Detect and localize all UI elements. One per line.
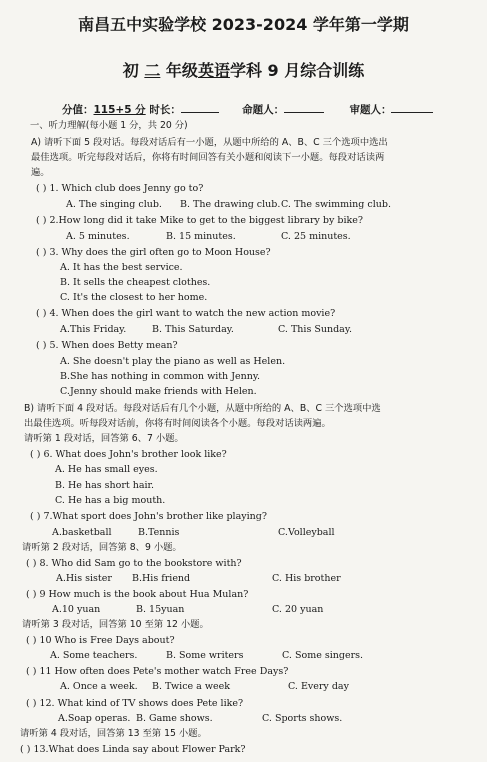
q7-option-c: C.Volleyball [278, 527, 335, 538]
q5-option-c: C.Jenny should make friends with Helen. [60, 386, 257, 397]
dialogue-2-instruction: 请听第 2 段对话，回答第 8、9 小题。 [22, 542, 182, 553]
subtitle-grade: 二 [144, 61, 161, 80]
q12-option-a: A.Soap operas. [58, 713, 131, 724]
exam-meta [62, 102, 433, 117]
q10-option-c: C. Some singers. [282, 650, 364, 661]
q8-option-c: C. His brother [272, 573, 341, 584]
time-blank [181, 102, 219, 113]
reviewer-blank [391, 102, 433, 113]
question-1: ( ) 1. Which club does Jenny go to? [36, 183, 204, 194]
subtitle-subject: 英语 [197, 61, 230, 80]
question-12: ( ) 12. What kind of TV shows does Pete like? [26, 698, 244, 709]
dialogue-4-instruction: 请听第 4 段对话，回答第 13 至第 15 小题。 [20, 728, 207, 739]
question-2: ( ) 2.How long did it take Mike to get to the biggest library by bike? [36, 215, 363, 226]
q9-option-a: A.10 yuan [52, 604, 101, 615]
q6-option-b: B. He has short hair. [55, 480, 155, 491]
q10-option-b: B. Some writers [166, 650, 244, 661]
q6-option-a: A. He has small eyes. [55, 464, 158, 475]
question-6: ( ) 6. What does John's brother look like? [30, 449, 227, 460]
q4-option-b: B. This Saturday. [152, 324, 234, 335]
time-label: 时长： [145, 104, 181, 116]
page-subtitle [0, 58, 487, 81]
q8-option-a: A.His sister [56, 573, 112, 584]
q9-option-b: B. 15yuan [136, 604, 185, 615]
score-value: 115+5 分 [93, 104, 146, 116]
q1-option-b: B. The drawing club. [180, 199, 281, 210]
q11-option-c: C. Every day [288, 681, 349, 692]
q4-option-c: C. This Sunday. [278, 324, 352, 335]
question-8: ( ) 8. Who did Sam go to the bookstore with? [26, 558, 242, 569]
part-a-instructions-1: A) 请听下面 5 段对话。每段对话后有一小题，从题中所给的 A、B、C 三个选项中选出 [31, 137, 388, 148]
q7-option-b: B.Tennis [138, 527, 180, 538]
q10-option-a: A. Some teachers. [50, 650, 138, 661]
question-13: ( ) 13.What does Linda say about Flower Park? [20, 744, 246, 755]
q9-option-c: C. 20 yuan [272, 604, 324, 615]
q5-option-a: A. She doesn't play the piano as well as Helen. [60, 356, 286, 367]
reviewer-label: 审题人： [349, 104, 392, 116]
question-9: ( ) 9 How much is the book about Hua Mulan? [26, 589, 249, 600]
dialogue-3-instruction: 请听第 3 段对话，回答第 10 至第 12 小题。 [22, 619, 209, 630]
q7-option-a: A.basketball [52, 527, 112, 538]
question-4: ( ) 4. When does the girl want to watch the new action movie? [36, 308, 336, 319]
q11-option-b: B. Twice a week [152, 681, 230, 692]
q5-option-b: B.She has nothing in common with Jenny. [60, 371, 260, 382]
question-10: ( ) 10 Who is Free Days about? [26, 635, 175, 646]
author-label: 命题人： [242, 104, 285, 116]
part-a-instructions-3: 遍。 [31, 167, 50, 178]
question-7: ( ) 7.What sport does John's brother like playing? [30, 511, 267, 522]
dialogue-1-instruction: 请听第 1 段对话，回答第 6、7 小题。 [24, 433, 184, 444]
subtitle-suffix: 学科 9 月综合训练 [229, 61, 365, 80]
question-3: ( ) 3. Why does the girl often go to Moon House? [36, 247, 271, 258]
part-b-instructions-1: B) 请听下面 4 段对话。每段对话后有几个小题，从题中所给的 A、B、C 三个选项中选 [24, 403, 381, 414]
q4-option-a: A.This Friday. [60, 324, 127, 335]
q1-option-c: C. The swimming club. [281, 199, 391, 210]
q1-option-a: A. The singing club. [66, 199, 162, 210]
subtitle-mid: 年级 [160, 61, 198, 80]
q6-option-c: C. He has a big mouth. [55, 495, 166, 506]
q2-option-a: A. 5 minutes. [66, 231, 130, 242]
q11-option-a: A. Once a week. [60, 681, 138, 692]
q8-option-b: B.His friend [132, 573, 191, 584]
question-11: ( ) 11 How often does Pete's mother watch Free Days? [26, 666, 289, 677]
subtitle-prefix: 初 [122, 61, 145, 80]
q2-option-b: B. 15 minutes. [166, 231, 236, 242]
part-a-instructions-2: 最佳选项。听完每段对话后，你将有时间回答有关小题和阅读下一小题。每段对话读两 [31, 152, 385, 163]
q3-option-c: C. It's the closest to her home. [60, 292, 208, 303]
q12-option-b: B. Game shows. [136, 713, 213, 724]
q3-option-b: B. It sells the cheapest clothes. [60, 277, 211, 288]
author-blank [284, 102, 324, 113]
page-title: 南昌五中实验学校 2023-2024 学年第一学期 [78, 15, 409, 34]
q3-option-a: A. It has the best service. [60, 262, 183, 273]
section-heading: 一、听力理解(每小题 1 分，共 20 分) [30, 120, 188, 131]
q2-option-c: C. 25 minutes. [281, 231, 351, 242]
question-5: ( ) 5. When does Betty mean? [36, 340, 178, 351]
part-b-instructions-2: 出最佳选项。听每段对话前，你将有时间阅读各个小题。每段对话读两遍。 [24, 418, 331, 429]
score-label: 分值： [62, 104, 94, 116]
q12-option-c: C. Sports shows. [262, 713, 343, 724]
